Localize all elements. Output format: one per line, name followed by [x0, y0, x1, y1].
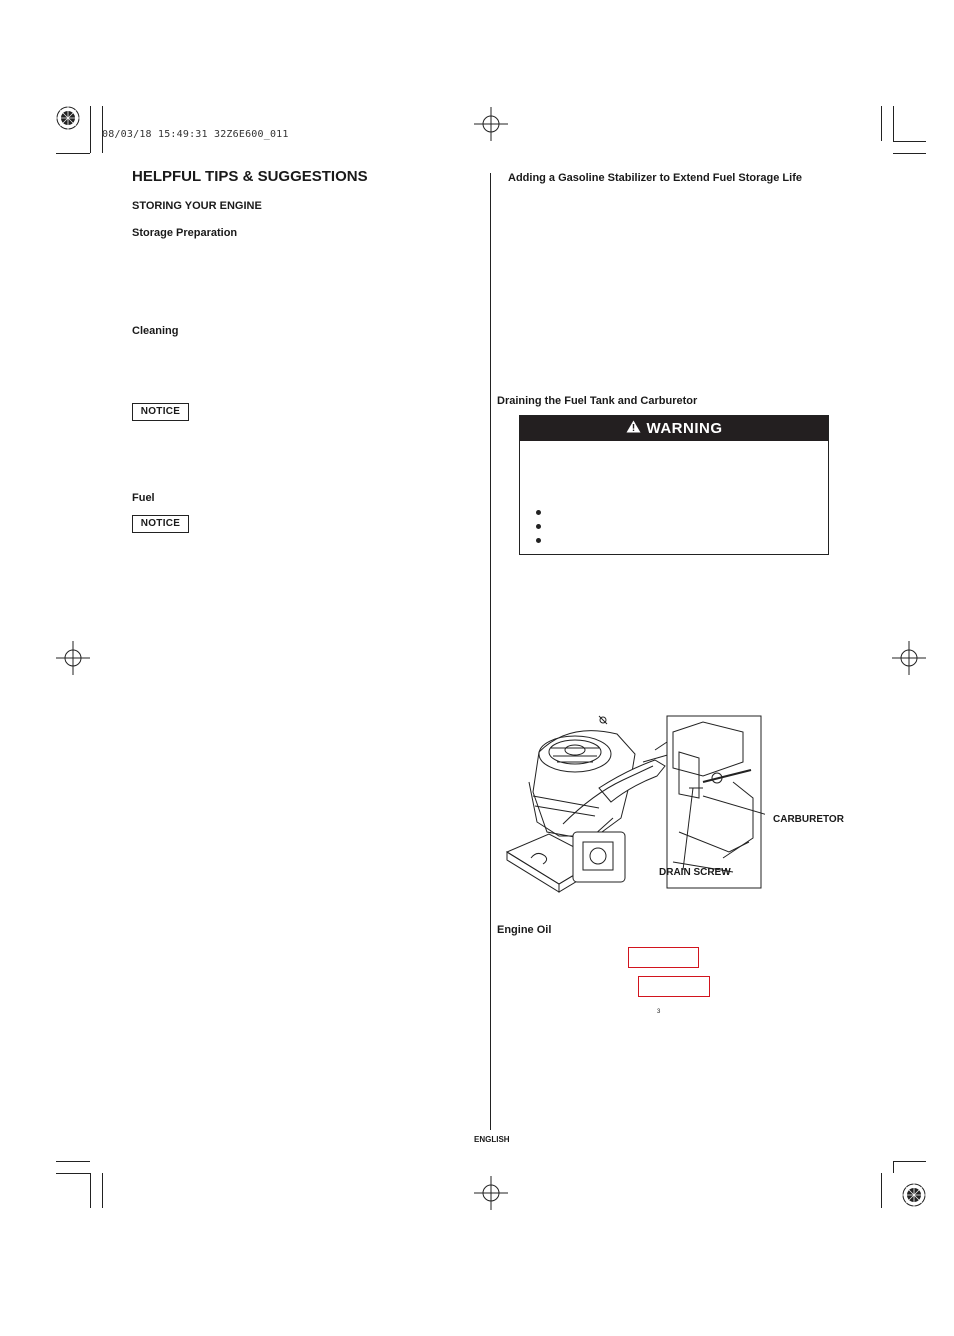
highlight-box [638, 976, 710, 997]
crosshair-mid-left [56, 641, 90, 675]
subheading-storage-preparation: Storage Preparation [132, 227, 238, 239]
bullet-point [536, 524, 541, 529]
crosshair-top-center [474, 107, 508, 141]
registration-target-top-left [56, 106, 80, 130]
subheading-draining-fuel: Draining the Fuel Tank and Carburetor [497, 395, 698, 407]
warning-triangle-icon [626, 420, 641, 437]
figure-label-carburetor: CARBURETOR [773, 814, 844, 825]
figure-label-drain-screw: DRAIN SCREW [659, 867, 731, 878]
registration-target-bottom-right [902, 1183, 926, 1207]
subheading-cleaning: Cleaning [132, 325, 179, 337]
print-stamp: 08/03/18 15:49:31 32Z6E600_011 [102, 129, 289, 140]
footnote-marker: 3 [657, 1009, 661, 1015]
section-heading-storing: STORING YOUR ENGINE [132, 200, 262, 212]
bullet-point [536, 510, 541, 515]
warning-label: WARNING [646, 420, 723, 437]
footer-language: ENGLISH [474, 1135, 510, 1144]
column-divider [490, 173, 491, 1130]
notice-badge-fuel: NOTICE [132, 515, 189, 533]
subheading-gasoline-stabilizer: Adding a Gasoline Stabilizer to Extend Fuel Storage Life [508, 172, 802, 184]
warning-header [520, 416, 828, 441]
crosshair-mid-right [892, 641, 926, 675]
subheading-fuel: Fuel [132, 492, 155, 504]
warning-box [519, 415, 829, 555]
subheading-engine-oil: Engine Oil [497, 924, 552, 936]
notice-badge-cleaning: NOTICE [132, 403, 189, 421]
bullet-point [536, 538, 541, 543]
page-title: HELPFUL TIPS & SUGGESTIONS [132, 168, 368, 185]
crosshair-bottom-center [474, 1176, 508, 1210]
highlight-box [628, 947, 699, 968]
